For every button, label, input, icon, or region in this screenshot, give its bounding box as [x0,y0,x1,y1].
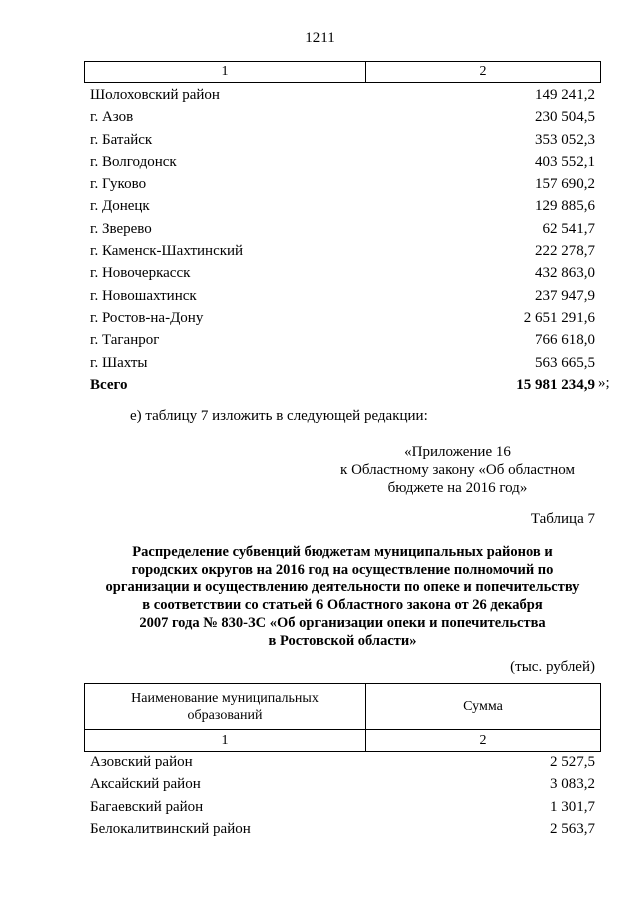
table1-body [90,84,595,396]
table-row [90,773,595,795]
table2-header [84,683,601,752]
instruction-text: е) таблицу 7 изложить в следующей редакции: [130,408,428,424]
page-number: 1211 [305,30,335,46]
total-value: 15 981 234,9 [516,376,595,393]
row-name: г. Батайск [90,131,153,148]
appendix-line-1: «Приложение 16 [404,444,511,460]
table2-number-col2: 2 [479,733,487,748]
table1-header-col1: 1 [85,62,366,82]
appendix-line-3: бюджете на 2016 год» [387,480,528,496]
row-value: 149 241,2 [535,87,595,103]
row-value: 237 947,9 [535,287,595,304]
row-value: 1 301,7 [550,798,595,815]
row-name: Азовский район [90,754,193,770]
total-suffix: »; [598,375,610,391]
table-row [90,173,595,195]
table2-header-col1 [85,684,366,729]
row-name: Шолоховский район [90,87,220,103]
row-name: г. Каменск-Шахтинский [90,243,244,260]
appendix-reference [340,443,575,497]
row-value: 353 052,3 [535,131,595,148]
row-value: 2 563,7 [550,820,595,837]
table-row [90,240,595,262]
appendix-line-2: к Областному закону «Об областном [340,462,575,478]
row-value: 2 651 291,6 [523,309,595,326]
table-row [90,129,595,151]
row-value: 403 552,1 [535,153,595,170]
units-label: (тыс. рублей) [510,659,595,675]
table-row [90,329,595,351]
title-line-6: в Ростовской области» [268,632,417,649]
row-value: 3 083,2 [550,776,595,793]
table-row [90,218,595,240]
table1-header-col2: 2 [479,64,487,79]
table2-header-col2: Сумма [463,698,503,714]
title-line-1: Распределение субвенций бюджетам муниципальных районов и [132,544,553,560]
row-name: г. Новочеркасск [90,265,191,282]
row-value: 230 504,5 [535,109,595,126]
row-value: 766 618,0 [535,332,595,349]
table-row [90,84,595,106]
row-name: г. Зверево [90,220,152,237]
table-row [90,285,595,307]
title-line-3: организации и осуществлению деятельности по опеке и попечительству [105,579,580,596]
title-line-5: 2007 года № 830-ЗС «Об организации опеки и попечительства [139,614,546,631]
title-line-2: городских округов на 2016 год на осуществление полномочий по [131,561,554,578]
table-row [90,751,595,773]
row-value: 563 665,5 [535,354,595,371]
header-col1-line2: образований [187,707,263,723]
table-label: Таблица 7 [530,511,595,527]
row-name: г. Ростов-на-Дону [90,309,204,326]
total-row [90,374,595,396]
row-name: Багаевский район [90,798,204,815]
row-value: 129 885,6 [535,198,595,215]
table-row [90,352,595,374]
document-title [85,544,600,650]
table2-number-row [85,730,600,751]
row-value: 2 527,5 [550,754,595,770]
table-row [90,151,595,173]
row-name: г. Новошахтинск [90,287,197,304]
row-value: 222 278,7 [535,243,595,260]
row-name: г. Таганрог [90,332,160,349]
row-value: 62 541,7 [542,220,595,237]
header-col1-line1: Наименование муниципальных [131,690,319,706]
row-name: г. Шахты [90,354,148,371]
row-name: Белокалитвинский район [90,820,251,837]
table-row [90,818,595,840]
row-value: 432 863,0 [535,265,595,282]
table-row [90,307,595,329]
total-label: Всего [90,376,128,393]
row-name: г. Гуково [90,176,147,193]
row-name: г. Донецк [90,198,150,215]
table-row [90,195,595,217]
row-name: Аксайский район [90,776,201,793]
row-name: г. Волгодонск [90,153,177,170]
row-name: г. Азов [90,109,134,126]
row-value: 157 690,2 [535,176,595,193]
table2-body [90,751,595,840]
table-row [90,106,595,128]
title-line-4: в соответствии со статьей 6 Областного закона от 26 декабря [142,597,543,614]
table2-number-col1: 1 [85,730,366,751]
table-row [90,796,595,818]
table1-header [84,61,601,83]
table2-header-row [85,684,600,730]
table-row [90,262,595,284]
